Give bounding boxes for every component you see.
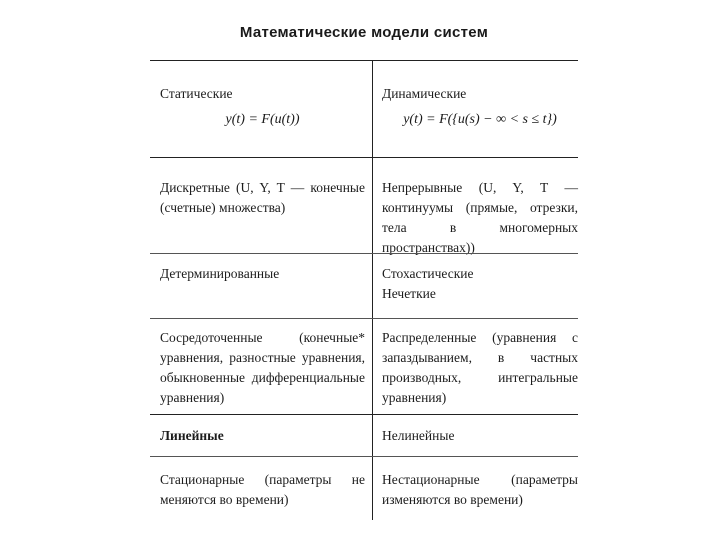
cell-nonstationary: Нестационарные (параметры изменяются во времени): [382, 472, 578, 507]
cell-continuous: Непрерывные (U, Y, T — континуумы (прямые, отрезки, тела в многомерных пространствах)): [382, 180, 578, 255]
table-title: Математические модели систем: [239, 24, 489, 41]
cell-dynamic: Динамические: [382, 86, 467, 101]
cell-nonlinear: Нелинейные: [382, 428, 455, 443]
row-divider-1: [150, 157, 578, 158]
row-divider-3: [150, 318, 578, 319]
column-divider: [372, 60, 373, 520]
cell-discrete: Дискретные (U, Y, T — конечные (счетные) множества): [160, 180, 365, 215]
cell-static: Статические: [160, 86, 233, 101]
cell-fuzzy: Нечеткие: [382, 286, 436, 301]
cell-deterministic: Детерминированные: [160, 266, 280, 281]
formula-dynamic: y(t) = F({u(s) − ∞ < s ≤ t}): [403, 112, 557, 127]
cell-lumped: Сосредоточенные (конечные* уравнения, разностные уравнения, обыкновенные дифференциальные уравнения): [160, 330, 365, 405]
cell-distributed: Распределенные (уравнения с запаздыванием, в частных производных, интегральные уравнения): [382, 330, 578, 405]
row-divider-5: [150, 456, 578, 457]
cell-stationary: Стационарные (параметры не меняются во времени): [160, 472, 365, 507]
table-top-border: [150, 60, 578, 61]
cell-stochastic: Стохастические: [382, 266, 474, 281]
row-divider-4: [150, 414, 578, 415]
row-divider-2: [150, 253, 578, 254]
cell-linear: Линейные: [160, 428, 224, 443]
formula-static: y(t) = F(u(t)): [225, 112, 300, 127]
